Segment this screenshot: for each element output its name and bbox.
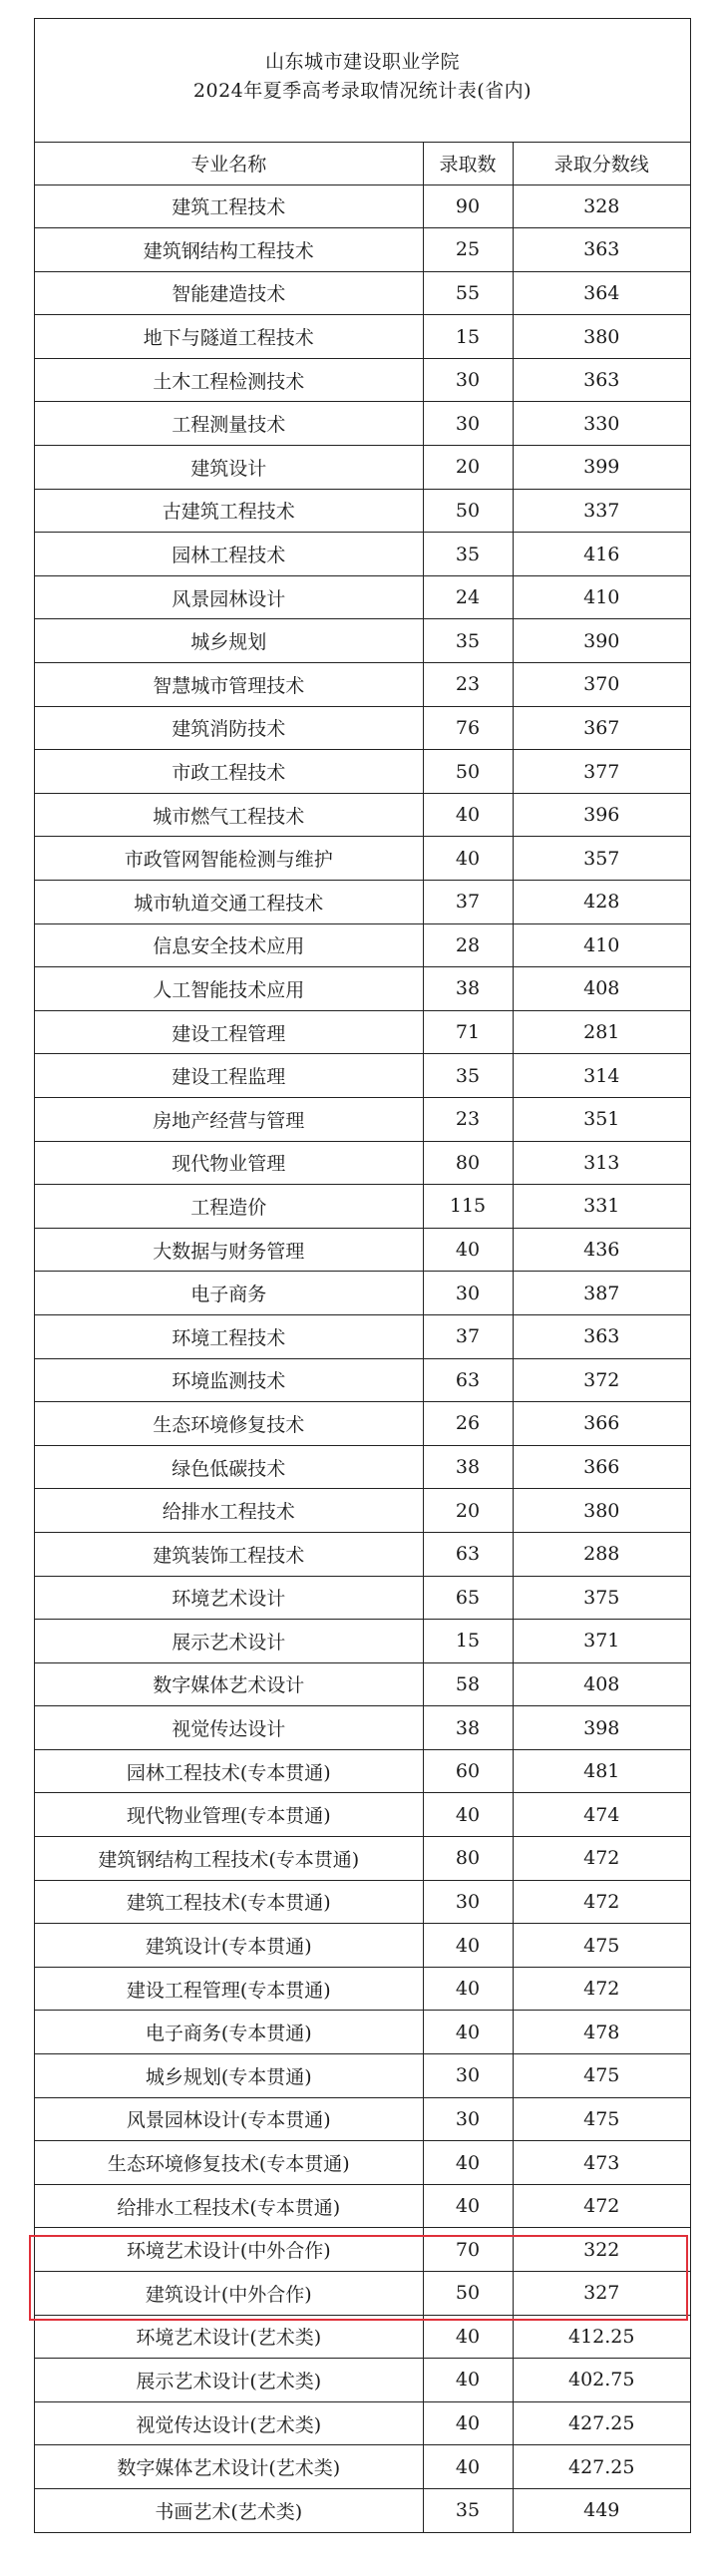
table-subtitle: 2024年夏季高考录取情况统计表(省内)	[192, 80, 533, 102]
cutoff-score-cell: 408	[513, 1662, 690, 1706]
major-name-cell: 古建筑工程技术	[35, 489, 423, 533]
table-row	[35, 1837, 690, 1881]
major-name-cell: 智慧城市管理技术	[35, 663, 423, 707]
table-row	[35, 315, 690, 359]
cutoff-score-cell: 375	[513, 1576, 690, 1620]
major-name-cell: 环境艺术设计	[35, 1576, 423, 1620]
major-name-cell: 风景园林设计(专本贯通)	[35, 2097, 423, 2141]
admitted-count-cell: 30	[423, 1880, 513, 1924]
major-name-cell: 城乡规划(专本贯通)	[35, 2054, 423, 2098]
cutoff-score-cell: 288	[513, 1532, 690, 1576]
admitted-count-cell: 65	[423, 1576, 513, 1620]
table-row	[35, 1706, 690, 1750]
admitted-count-cell: 20	[423, 446, 513, 490]
admitted-count-cell: 23	[423, 663, 513, 707]
cutoff-score-cell: 427.25	[513, 2401, 690, 2445]
admitted-count-cell: 30	[423, 402, 513, 446]
cutoff-score-cell: 313	[513, 1141, 690, 1185]
header-major-name: 专业名称	[35, 143, 423, 184]
cutoff-score-cell: 377	[513, 750, 690, 794]
table-title-block	[35, 19, 690, 143]
admitted-count-cell: 30	[423, 2097, 513, 2141]
major-name-cell: 建设工程管理	[35, 1010, 423, 1054]
cutoff-score-cell: 387	[513, 1272, 690, 1315]
admitted-count-cell: 70	[423, 2228, 513, 2272]
admitted-count-cell: 30	[423, 2054, 513, 2098]
cutoff-score-cell: 370	[513, 663, 690, 707]
cutoff-score-cell: 363	[513, 1314, 690, 1358]
admitted-count-cell: 40	[423, 2401, 513, 2445]
cutoff-score-cell: 436	[513, 1228, 690, 1272]
table-row	[35, 575, 690, 619]
admitted-count-cell: 76	[423, 706, 513, 750]
cutoff-score-cell: 472	[513, 1967, 690, 2011]
major-name-cell: 环境艺术设计(中外合作)	[35, 2228, 423, 2272]
major-name-cell: 环境监测技术	[35, 1358, 423, 1402]
table-row	[35, 184, 690, 228]
table-row	[35, 967, 690, 1011]
admission-table	[35, 143, 690, 2533]
table-row	[35, 1010, 690, 1054]
cutoff-score-cell: 337	[513, 489, 690, 533]
table-row	[35, 2097, 690, 2141]
cutoff-score-cell: 390	[513, 619, 690, 663]
page-bottom-edge	[0, 2567, 720, 2576]
table-row	[35, 271, 690, 315]
major-name-cell: 信息安全技术应用	[35, 923, 423, 967]
major-name-cell: 园林工程技术	[35, 533, 423, 576]
cutoff-score-cell: 410	[513, 575, 690, 619]
table-row	[35, 2445, 690, 2489]
table-row	[35, 837, 690, 881]
admitted-count-cell: 35	[423, 1054, 513, 1098]
table-row	[35, 228, 690, 272]
cutoff-score-cell: 281	[513, 1010, 690, 1054]
table-row	[35, 446, 690, 490]
admitted-count-cell: 40	[423, 837, 513, 881]
table-row	[35, 1228, 690, 1272]
table-row	[35, 2141, 690, 2185]
cutoff-score-cell: 410	[513, 923, 690, 967]
major-name-cell: 工程测量技术	[35, 402, 423, 446]
cutoff-score-cell: 412.25	[513, 2315, 690, 2359]
admitted-count-cell: 26	[423, 1402, 513, 1446]
table-row	[35, 1185, 690, 1229]
table-row	[35, 2011, 690, 2054]
cutoff-score-cell: 472	[513, 2184, 690, 2228]
admitted-count-cell: 50	[423, 2272, 513, 2316]
cutoff-score-cell: 473	[513, 2141, 690, 2185]
major-name-cell: 人工智能技术应用	[35, 967, 423, 1011]
table-row	[35, 793, 690, 837]
cutoff-score-cell: 367	[513, 706, 690, 750]
school-name-title: 山东城市建设职业学院	[264, 51, 460, 73]
admitted-count-cell: 25	[423, 228, 513, 272]
major-name-cell: 工程造价	[35, 1185, 423, 1229]
major-name-cell: 建设工程监理	[35, 1054, 423, 1098]
cutoff-score-cell: 380	[513, 1489, 690, 1533]
admitted-count-cell: 23	[423, 1097, 513, 1141]
admitted-count-cell: 20	[423, 1489, 513, 1533]
major-name-cell: 城市燃气工程技术	[35, 793, 423, 837]
table-row	[35, 1272, 690, 1315]
table-row	[35, 1054, 690, 1098]
major-name-cell: 视觉传达设计(艺术类)	[35, 2401, 423, 2445]
admitted-count-cell: 40	[423, 2359, 513, 2402]
admitted-count-cell: 38	[423, 967, 513, 1011]
table-row	[35, 2184, 690, 2228]
admitted-count-cell: 40	[423, 1924, 513, 1968]
admitted-count-cell: 55	[423, 271, 513, 315]
admitted-count-cell: 38	[423, 1445, 513, 1489]
cutoff-score-cell: 427.25	[513, 2445, 690, 2489]
table-row	[35, 2488, 690, 2532]
cutoff-score-cell: 372	[513, 1358, 690, 1402]
cutoff-score-cell: 428	[513, 881, 690, 924]
table-row	[35, 1924, 690, 1968]
major-name-cell: 现代物业管理	[35, 1141, 423, 1185]
major-name-cell: 书画艺术(艺术类)	[35, 2488, 423, 2532]
major-name-cell: 城市轨道交通工程技术	[35, 881, 423, 924]
table-header-row	[35, 143, 690, 184]
cutoff-score-cell: 449	[513, 2488, 690, 2532]
table-row	[35, 1314, 690, 1358]
admitted-count-cell: 40	[423, 1793, 513, 1837]
cutoff-score-cell: 357	[513, 837, 690, 881]
major-name-cell: 大数据与财务管理	[35, 1228, 423, 1272]
admitted-count-cell: 15	[423, 315, 513, 359]
cutoff-score-cell: 402.75	[513, 2359, 690, 2402]
major-name-cell: 地下与隧道工程技术	[35, 315, 423, 359]
major-name-cell: 展示艺术设计	[35, 1620, 423, 1663]
table-body	[35, 184, 690, 2532]
cutoff-score-cell: 472	[513, 1837, 690, 1881]
admitted-count-cell: 80	[423, 1837, 513, 1881]
cutoff-score-cell: 322	[513, 2228, 690, 2272]
table-row	[35, 1749, 690, 1793]
major-name-cell: 园林工程技术(专本贯通)	[35, 1749, 423, 1793]
admitted-count-cell: 40	[423, 1967, 513, 2011]
table-row	[35, 1097, 690, 1141]
cutoff-score-cell: 475	[513, 2054, 690, 2098]
major-name-cell: 建筑工程技术	[35, 184, 423, 228]
admitted-count-cell: 37	[423, 1314, 513, 1358]
header-cutoff-score: 录取分数线	[513, 143, 690, 184]
admitted-count-cell: 40	[423, 2184, 513, 2228]
major-name-cell: 建筑装饰工程技术	[35, 1532, 423, 1576]
table-row	[35, 1620, 690, 1663]
major-name-cell: 智能建造技术	[35, 271, 423, 315]
table-row	[35, 2315, 690, 2359]
cutoff-score-cell: 475	[513, 2097, 690, 2141]
table-row	[35, 619, 690, 663]
header-admitted-count: 录取数	[423, 143, 513, 184]
major-name-cell: 展示艺术设计(艺术类)	[35, 2359, 423, 2402]
table-row	[35, 1358, 690, 1402]
table-row	[35, 1532, 690, 1576]
major-name-cell: 市政工程技术	[35, 750, 423, 794]
admitted-count-cell: 30	[423, 1272, 513, 1315]
cutoff-score-cell: 327	[513, 2272, 690, 2316]
table-row	[35, 402, 690, 446]
major-name-cell: 现代物业管理(专本贯通)	[35, 1793, 423, 1837]
table-row	[35, 1445, 690, 1489]
admitted-count-cell: 40	[423, 2445, 513, 2489]
table-row	[35, 706, 690, 750]
cutoff-score-cell: 399	[513, 446, 690, 490]
major-name-cell: 市政管网智能检测与维护	[35, 837, 423, 881]
major-name-cell: 数字媒体艺术设计(艺术类)	[35, 2445, 423, 2489]
table-row	[35, 2054, 690, 2098]
cutoff-score-cell: 475	[513, 1924, 690, 1968]
admitted-count-cell: 40	[423, 793, 513, 837]
cutoff-score-cell: 328	[513, 184, 690, 228]
table-row	[35, 1489, 690, 1533]
table-row	[35, 1880, 690, 1924]
table-row	[35, 2401, 690, 2445]
major-name-cell: 生态环境修复技术	[35, 1402, 423, 1446]
major-name-cell: 建筑钢结构工程技术(专本贯通)	[35, 1837, 423, 1881]
admitted-count-cell: 35	[423, 2488, 513, 2532]
major-name-cell: 绿色低碳技术	[35, 1445, 423, 1489]
admitted-count-cell: 15	[423, 1620, 513, 1663]
major-name-cell: 电子商务(专本贯通)	[35, 2011, 423, 2054]
major-name-cell: 风景园林设计	[35, 575, 423, 619]
cutoff-score-cell: 363	[513, 358, 690, 402]
major-name-cell: 建筑设计	[35, 446, 423, 490]
table-row	[35, 1793, 690, 1837]
admitted-count-cell: 58	[423, 1662, 513, 1706]
table-row	[35, 533, 690, 576]
table-row	[35, 2359, 690, 2402]
table-row	[35, 1662, 690, 1706]
admitted-count-cell: 60	[423, 1749, 513, 1793]
admitted-count-cell: 50	[423, 489, 513, 533]
major-name-cell: 视觉传达设计	[35, 1706, 423, 1750]
major-name-cell: 生态环境修复技术(专本贯通)	[35, 2141, 423, 2185]
cutoff-score-cell: 474	[513, 1793, 690, 1837]
major-name-cell: 房地产经营与管理	[35, 1097, 423, 1141]
cutoff-score-cell: 478	[513, 2011, 690, 2054]
table-row	[35, 1402, 690, 1446]
cutoff-score-cell: 314	[513, 1054, 690, 1098]
admitted-count-cell: 40	[423, 2141, 513, 2185]
admitted-count-cell: 80	[423, 1141, 513, 1185]
major-name-cell: 环境工程技术	[35, 1314, 423, 1358]
admitted-count-cell: 90	[423, 184, 513, 228]
major-name-cell: 建筑钢结构工程技术	[35, 228, 423, 272]
major-name-cell: 城乡规划	[35, 619, 423, 663]
cutoff-score-cell: 416	[513, 533, 690, 576]
cutoff-score-cell: 366	[513, 1402, 690, 1446]
cutoff-score-cell: 330	[513, 402, 690, 446]
table-row	[35, 923, 690, 967]
admitted-count-cell: 50	[423, 750, 513, 794]
cutoff-score-cell: 371	[513, 1620, 690, 1663]
admitted-count-cell: 63	[423, 1532, 513, 1576]
table-row	[35, 2272, 690, 2316]
cutoff-score-cell: 481	[513, 1749, 690, 1793]
major-name-cell: 建筑设计(中外合作)	[35, 2272, 423, 2316]
table-row	[35, 358, 690, 402]
cutoff-score-cell: 363	[513, 228, 690, 272]
cutoff-score-cell: 472	[513, 1880, 690, 1924]
admitted-count-cell: 35	[423, 619, 513, 663]
major-name-cell: 给排水工程技术	[35, 1489, 423, 1533]
admitted-count-cell: 28	[423, 923, 513, 967]
major-name-cell: 电子商务	[35, 1272, 423, 1315]
major-name-cell: 建筑消防技术	[35, 706, 423, 750]
admission-table-sheet	[34, 18, 691, 2533]
cutoff-score-cell: 398	[513, 1706, 690, 1750]
major-name-cell: 给排水工程技术(专本贯通)	[35, 2184, 423, 2228]
cutoff-score-cell: 408	[513, 967, 690, 1011]
cutoff-score-cell: 331	[513, 1185, 690, 1229]
table-row	[35, 489, 690, 533]
table-row	[35, 881, 690, 924]
major-name-cell: 建设工程管理(专本贯通)	[35, 1967, 423, 2011]
admitted-count-cell: 38	[423, 1706, 513, 1750]
table-row	[35, 1576, 690, 1620]
admitted-count-cell: 115	[423, 1185, 513, 1229]
admitted-count-cell: 35	[423, 533, 513, 576]
major-name-cell: 建筑设计(专本贯通)	[35, 1924, 423, 1968]
major-name-cell: 建筑工程技术(专本贯通)	[35, 1880, 423, 1924]
admitted-count-cell: 37	[423, 881, 513, 924]
admitted-count-cell: 40	[423, 2315, 513, 2359]
admitted-count-cell: 71	[423, 1010, 513, 1054]
cutoff-score-cell: 366	[513, 1445, 690, 1489]
table-row	[35, 1141, 690, 1185]
table-row	[35, 750, 690, 794]
admitted-count-cell: 24	[423, 575, 513, 619]
cutoff-score-cell: 351	[513, 1097, 690, 1141]
admitted-count-cell: 40	[423, 1228, 513, 1272]
table-row	[35, 663, 690, 707]
major-name-cell: 环境艺术设计(艺术类)	[35, 2315, 423, 2359]
major-name-cell: 数字媒体艺术设计	[35, 1662, 423, 1706]
major-name-cell: 土木工程检测技术	[35, 358, 423, 402]
admitted-count-cell: 30	[423, 358, 513, 402]
table-row	[35, 2228, 690, 2272]
admitted-count-cell: 40	[423, 2011, 513, 2054]
cutoff-score-cell: 396	[513, 793, 690, 837]
admitted-count-cell: 63	[423, 1358, 513, 1402]
cutoff-score-cell: 380	[513, 315, 690, 359]
table-row	[35, 1967, 690, 2011]
cutoff-score-cell: 364	[513, 271, 690, 315]
